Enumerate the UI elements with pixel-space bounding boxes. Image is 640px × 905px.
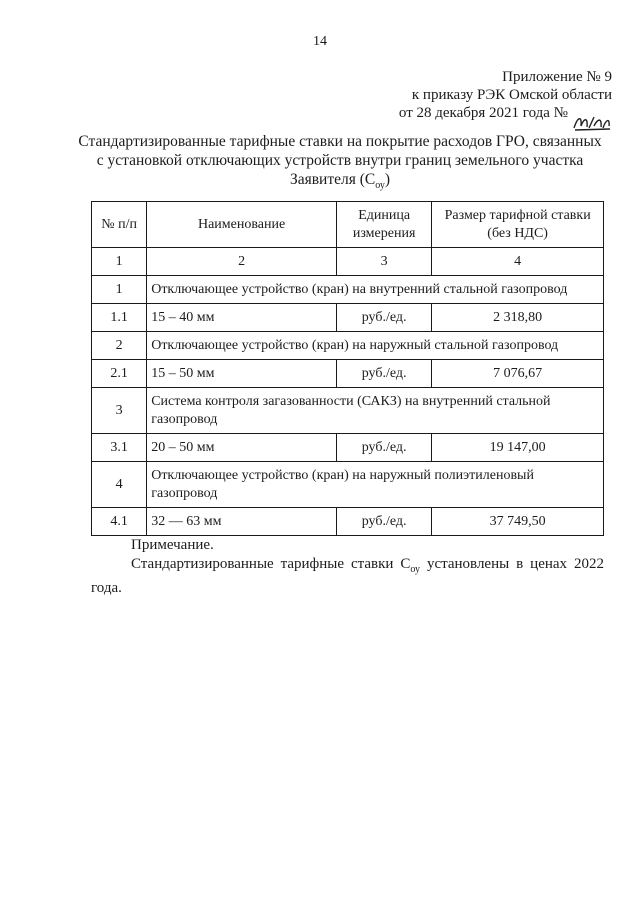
table-row — [92, 434, 604, 462]
title-line-1: Стандартизированные тарифные ставки на покрытие расходов ГРО, связанных — [78, 133, 602, 150]
item-rate: 7 076,67 — [432, 360, 604, 388]
note-label: Примечание. — [131, 537, 214, 553]
document-title — [70, 132, 610, 195]
item-num: 1.1 — [92, 304, 147, 332]
item-name: 15 – 40 мм — [147, 304, 337, 332]
section-title: Отключающее устройство (кран) на внутренний стальной газопровод — [147, 276, 604, 304]
appendix-order-date-line — [399, 104, 612, 122]
note-text-subscript: оу — [410, 564, 421, 575]
table-header-row — [92, 202, 604, 248]
note-text-start: Стандартизированные тарифные ставки С — [131, 556, 411, 572]
appendix-order-reference: к приказу РЭК Омской области — [411, 87, 612, 103]
item-unit: руб./ед. — [336, 434, 431, 462]
title-line-3-subscript: оу — [375, 180, 385, 192]
column-number: 2 — [147, 248, 337, 276]
item-num: 2.1 — [92, 360, 147, 388]
item-unit: руб./ед. — [336, 304, 431, 332]
note-block — [91, 536, 604, 598]
header-rate: Размер тарифной ставки (без НДС) — [432, 202, 604, 248]
section-title: Отключающее устройство (кран) на наружный полиэтиленовый газопровод — [147, 462, 604, 508]
title-line-2: с установкой отключающих устройств внутри границ земельного участка — [96, 152, 584, 169]
column-number: 1 — [92, 248, 147, 276]
item-name: 15 – 50 мм — [147, 360, 337, 388]
section-num: 2 — [92, 332, 147, 360]
title-line-3-end: ) — [384, 171, 391, 188]
appendix-order-date: от 28 декабря 2021 года № — [398, 105, 568, 121]
item-rate: 2 318,80 — [432, 304, 604, 332]
section-title: Система контроля загазованности (САКЗ) на внутренний стальной газопровод — [147, 388, 604, 434]
appendix-title: Приложение № 9 — [502, 69, 612, 85]
appendix-header — [399, 68, 612, 122]
section-row — [92, 332, 604, 360]
item-rate: 19 147,00 — [432, 434, 604, 462]
column-number: 3 — [336, 248, 431, 276]
note-text-end: установлены в ценах 2022 года. — [91, 556, 604, 596]
header-unit: Единица измерения — [336, 202, 431, 248]
column-numbers-row — [92, 248, 604, 276]
page-number: 14 — [313, 34, 327, 49]
title-line-3-text: Заявителя (С — [289, 171, 376, 188]
item-unit: руб./ед. — [336, 360, 431, 388]
title-line-3 — [70, 170, 610, 195]
header-name: Наименование — [147, 202, 337, 248]
table-row — [92, 508, 604, 536]
section-num: 4 — [92, 462, 147, 508]
handwritten-scribble-icon — [572, 114, 612, 132]
item-name: 20 – 50 мм — [147, 434, 337, 462]
section-num: 3 — [92, 388, 147, 434]
column-number: 4 — [432, 248, 604, 276]
section-num: 1 — [92, 276, 147, 304]
note-text — [91, 555, 604, 598]
item-num: 3.1 — [92, 434, 147, 462]
section-row — [92, 462, 604, 508]
header-num: № п/п — [92, 202, 147, 248]
section-title: Отключающее устройство (кран) на наружный стальной газопровод — [147, 332, 604, 360]
tariff-rates-table — [91, 201, 604, 536]
table-row — [92, 304, 604, 332]
item-unit: руб./ед. — [336, 508, 431, 536]
item-name: 32 — 63 мм — [147, 508, 337, 536]
item-num: 4.1 — [92, 508, 147, 536]
section-row — [92, 388, 604, 434]
table-row — [92, 360, 604, 388]
section-row — [92, 276, 604, 304]
item-rate: 37 749,50 — [432, 508, 604, 536]
